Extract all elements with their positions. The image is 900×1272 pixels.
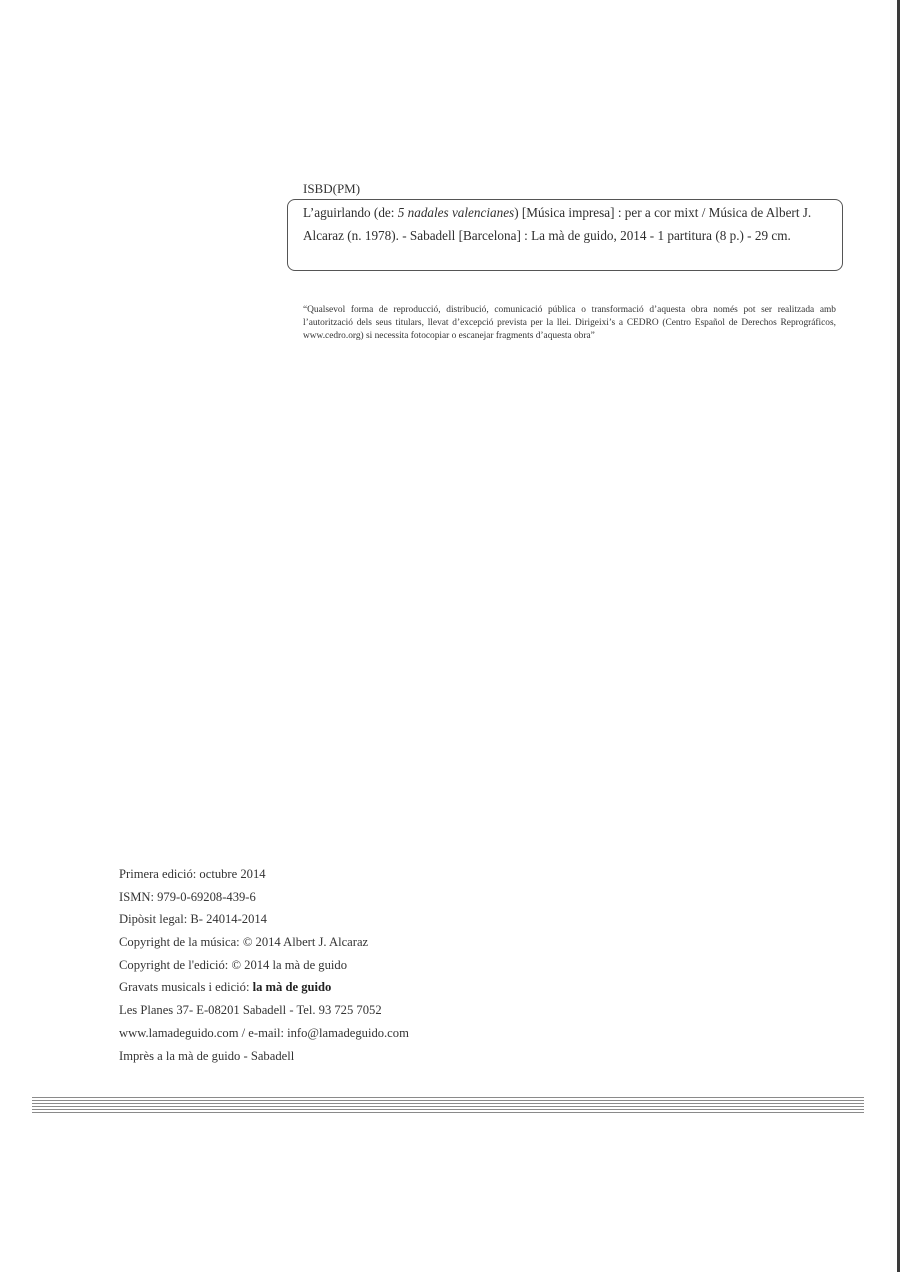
address: Les Planes 37- E-08201 Sabadell - Tel. 93 725 7052 [119, 1003, 382, 1018]
isbd-record-text [303, 202, 838, 247]
rights-notice: “Qualsevol forma de reproducció, distribució, comunicació pública o transformació d’aquesta obra només pot ser realitzada amb l’autorització dels seus titulars, llevat d’excepció prevista per la llei. Dirigeixi’s a CEDRO (Centro Español de Derechos Reprográficos, www.cedro.org) si necessita fotocopiar o escanejar fragments d’aquesta obra” [303, 305, 836, 342]
publisher-name: la mà de guido [252, 980, 332, 995]
engraving-credit [119, 976, 539, 999]
colophon [119, 863, 539, 1067]
isbd-series-title: 5 nadales valencianes [397, 205, 515, 220]
ismn: ISMN: 979-0-69208-439-6 [119, 889, 256, 904]
web-contact: www.lamadeguido.com / e-mail: info@lamadeguido.com [119, 1025, 409, 1040]
isbd-title: L’aguirlando (de: [303, 205, 398, 220]
first-edition: Primera edició: octubre 2014 [119, 867, 266, 881]
isbd-description: ) [Música impresa] : per a cor mixt / Música de Albert J. Alcaraz (n. 1978). - Sabadell [Barcelona] : La mà de guido, 2014 - 1 partitura (8 p.) - 29 cm. [303, 205, 812, 243]
printed-by: Imprès a la mà de guido - Sabadell [119, 1048, 295, 1063]
music-copyright: Copyright de la música: © 2014 Albert J. Alcaraz [119, 935, 369, 950]
music-staff-rule [32, 1097, 864, 1114]
engraving-prefix: Gravats musicals i edició: [119, 980, 253, 995]
legal-deposit: Dipòsit legal: B- 24014-2014 [119, 912, 267, 927]
edition-copyright: Copyright de l'edició: © 2014 la mà de guido [119, 957, 347, 972]
isbd-label: ISBD(PM) [303, 181, 361, 196]
